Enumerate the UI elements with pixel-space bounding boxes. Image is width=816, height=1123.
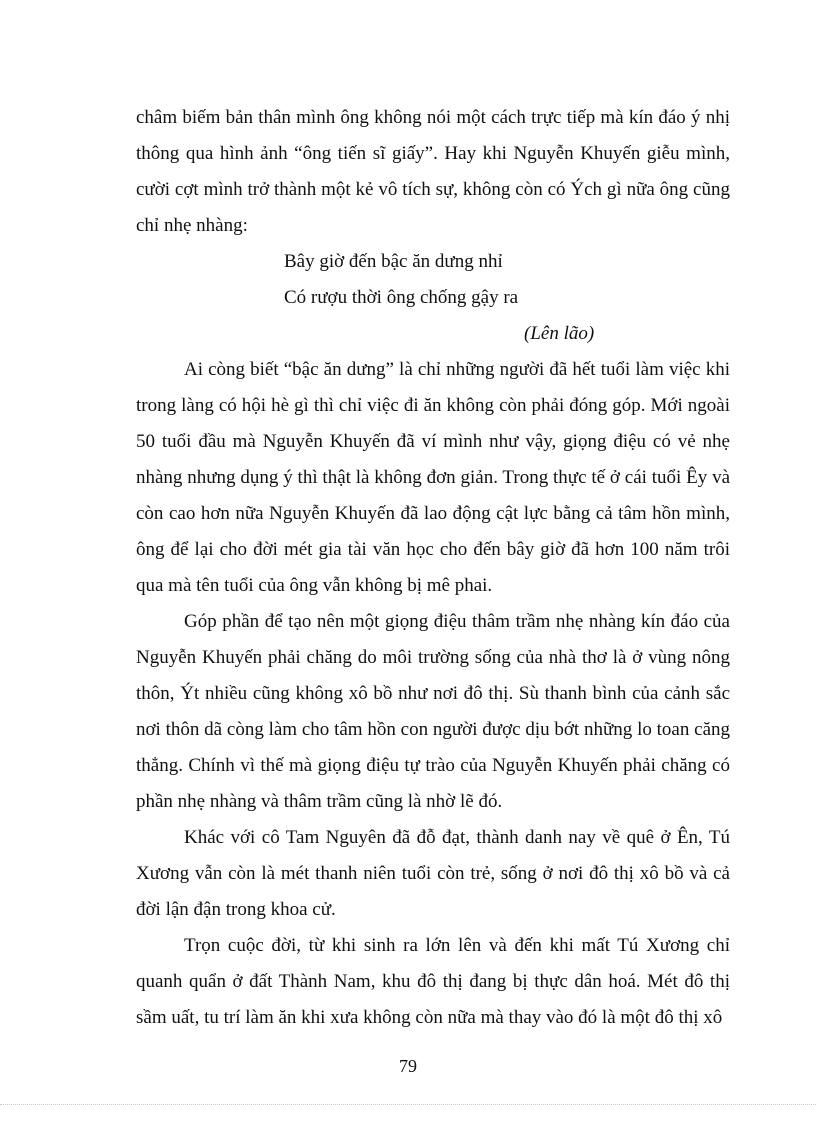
poem-line-2: Có rượu thời ông chống gậy ra <box>284 287 519 308</box>
paragraph-3: Góp phần để tạo nên một giọng điệu thâm trầm nhẹ nhàng kín đáo của Nguyễn Khuyến phải chăng do môi trường sống của nhà thơ là ở vùng nông thôn, Ýt nhiều cũng không xô bồ như nơi đô thị. Sù thanh bình của cảnh sắc nơi thôn dã còng làm cho tâm hồn con người được dịu bớt những lo toan căng thẳng. Chính vì thế mà giọng điệu tự trào của Nguyễn Khuyến phải chăng có phần nhẹ nhàng và thâm trầm cũng là nhờ lẽ đó. <box>136 611 730 812</box>
page-bottom-divider <box>0 1104 816 1105</box>
page-number: 79 <box>399 1056 417 1076</box>
poem-quote <box>136 244 730 352</box>
paragraph-2: Ai còng biết “bậc ăn dưng” là chỉ những người đã hết tuổi làm việc khi trong làng có hội hè gì thì chỉ việc đi ăn không còn phải đóng góp. Mới ngoài 50 tuổi đầu mà Nguyễn Khuyến đã ví mình như vậy, giọng điệu có vẻ nhẹ nhàng nhưng dụng ý thì thật là không đơn giản. Trong thực tế ở cái tuổi Êy và còn cao hơn nữa Nguyễn Khuyến đã lao động cật lực bằng cả tâm hồn mình, ông để lại cho đời mét gia tài văn học cho đến bây giờ đã hơn 100 năm trôi qua mà tên tuổi của ông vẫn không bị mê phai. <box>136 359 730 596</box>
paragraph-1: châm biếm bản thân mình ông không nói một cách trực tiếp mà kín đáo ý nhị thông qua hình ảnh “ông tiến sĩ giấy”. Hay khi Nguyễn Khuyến giễu mình, cười cợt mình trở thành một kẻ vô tích sự, không còn có Ých gì nữa ông cũng chỉ nhẹ nhàng: <box>136 107 730 236</box>
paragraph-5: Trọn cuộc đời, từ khi sinh ra lớn lên và đến khi mất Tú Xương chỉ quanh quẩn ở đất Thành Nam, khu đô thị đang bị thực dân hoá. Mét đô thị sầm uất, tu trí làm ăn khi xưa không còn nữa mà thay vào đó là một đô thị xô <box>136 935 730 1028</box>
poem-source: (Lên lão) <box>524 323 595 344</box>
poem-line-1: Bây giờ đến bậc ăn dưng nhỉ <box>284 251 503 272</box>
paragraph-4: Khác với cô Tam Nguyên đã đỗ đạt, thành danh nay về quê ở Ên, Tú Xương vẫn còn là mét thanh niên tuổi còn trẻ, sống ở nơi đô thị xô bồ và cả đời lận đận trong khoa cử. <box>136 827 730 920</box>
body-text <box>136 100 730 1036</box>
